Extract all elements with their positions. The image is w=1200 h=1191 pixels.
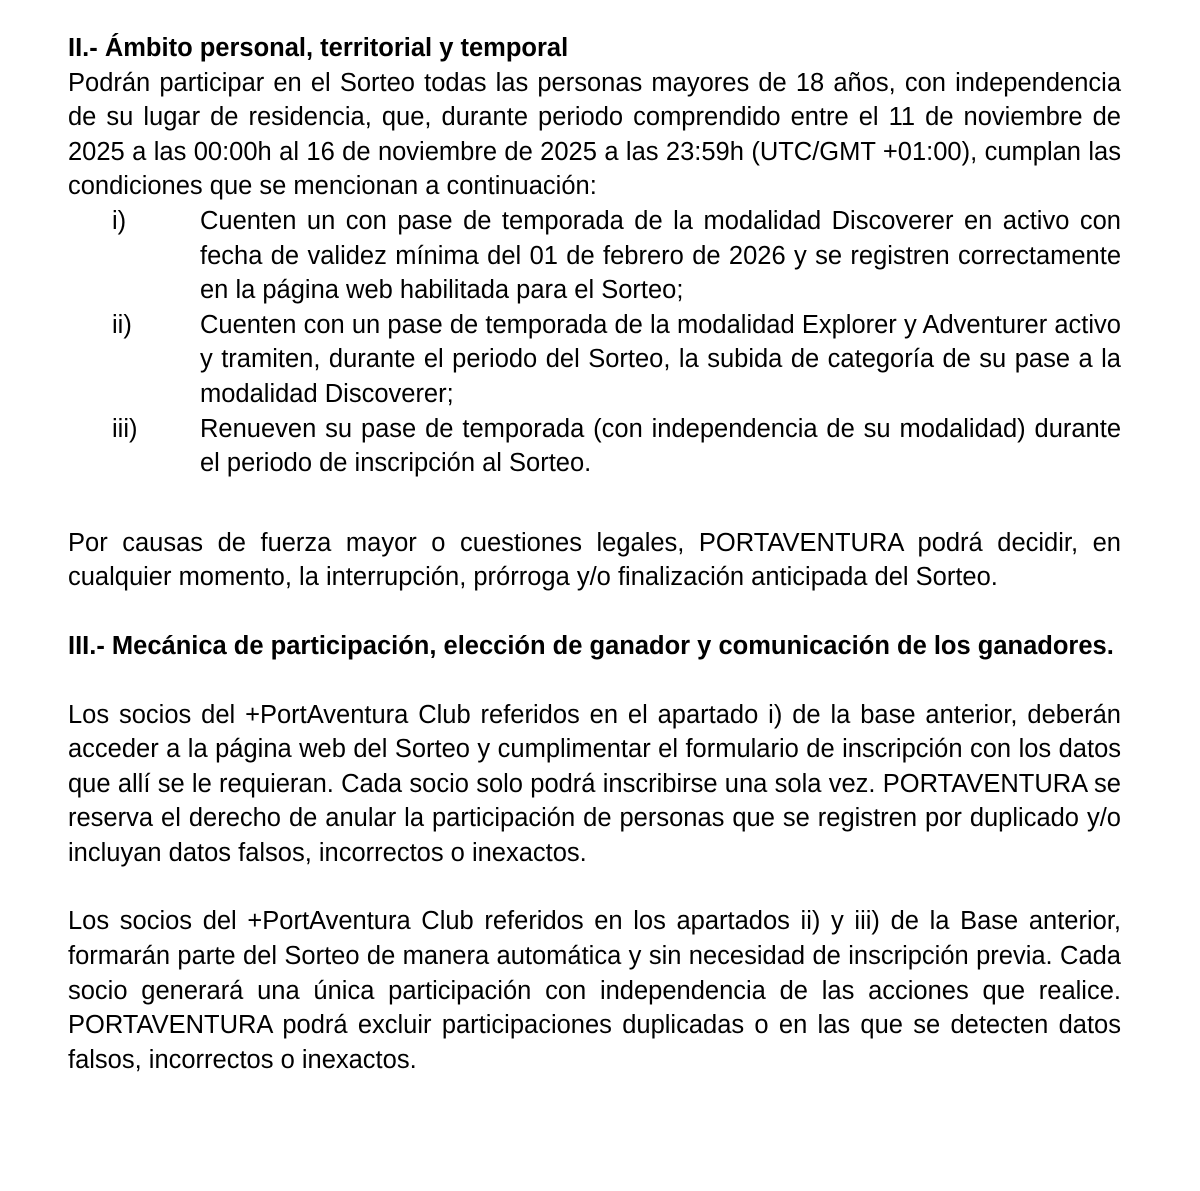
list-item <box>68 412 1121 481</box>
list-item <box>68 308 1121 412</box>
list-item <box>68 204 1121 308</box>
spacer <box>68 595 1121 629</box>
section-3-paragraph-2: Los socios del +PortAventura Club referidos en los apartados ii) y iii) de la Base anterior, formarán parte del Sorteo de manera automática y sin necesidad de inscripción previa. Cada socio generará una única participación con independencia de las acciones que realice. PORTAVENTURA podrá excluir participaciones duplicadas o en las que se detecten datos falsos, incorrectos o inexactos. <box>68 907 1121 1074</box>
section-3-heading: III.- Mecánica de participación, elección de ganador y comunicación de los ganadores. <box>68 631 1114 660</box>
list-item-marker: iii) <box>112 414 138 443</box>
list-item-text: Cuenten un con pase de temporada de la modalidad Discoverer en activo con fecha de validez mínima del 01 de febrero de 2026 y se registren correctamente en la página web habilitada para el Sorteo; <box>200 206 1121 305</box>
list-item-marker: i) <box>112 206 127 235</box>
section-2-intro: Podrán participar en el Sorteo todas las personas mayores de 18 años, con independencia de su lugar de residencia, que, durante periodo comprendido entre el 11 de noviembre de 2025 a las 00:00h al 16 de noviembre de 2025 a las 23:59h (UTC/GMT +01:00), cumplan las condiciones que se mencionan a continuación: <box>68 68 1121 201</box>
list-item-text: Cuenten con un pase de temporada de la modalidad Explorer y Adventurer activo y tramiten, durante el periodo del Sorteo, la subida de categoría de su pase a la modalidad Discoverer; <box>200 310 1121 408</box>
section-2-heading: II.- Ámbito personal, territorial y temporal <box>68 34 569 62</box>
spacer <box>68 481 1121 526</box>
list-item-marker: ii) <box>112 310 132 339</box>
conditions-list <box>68 204 1121 481</box>
force-majeure-paragraph: Por causas de fuerza mayor o cuestiones legales, PORTAVENTURA podrá decidir, en cualquier momento, la interrupción, prórroga y/o finalización anticipada del Sorteo. <box>68 528 1121 592</box>
spacer <box>68 664 1121 698</box>
spacer <box>68 870 1121 904</box>
section-3-paragraph-1: Los socios del +PortAventura Club referidos en el apartado i) de la base anterior, deberán acceder a la página web del Sorteo y cumplimentar el formulario de inscripción con los datos que allí se le requieran. Cada socio solo podrá inscribirse una sola vez. PORTAVENTURA se reserva el derecho de anular la participación de personas que se registren por duplicado y/o incluyan datos falsos, incorrectos o inexactos. <box>68 700 1121 867</box>
list-item-text: Renueven su pase de temporada (con independencia de su modalidad) durante el periodo de inscripción al Sorteo. <box>200 414 1121 478</box>
